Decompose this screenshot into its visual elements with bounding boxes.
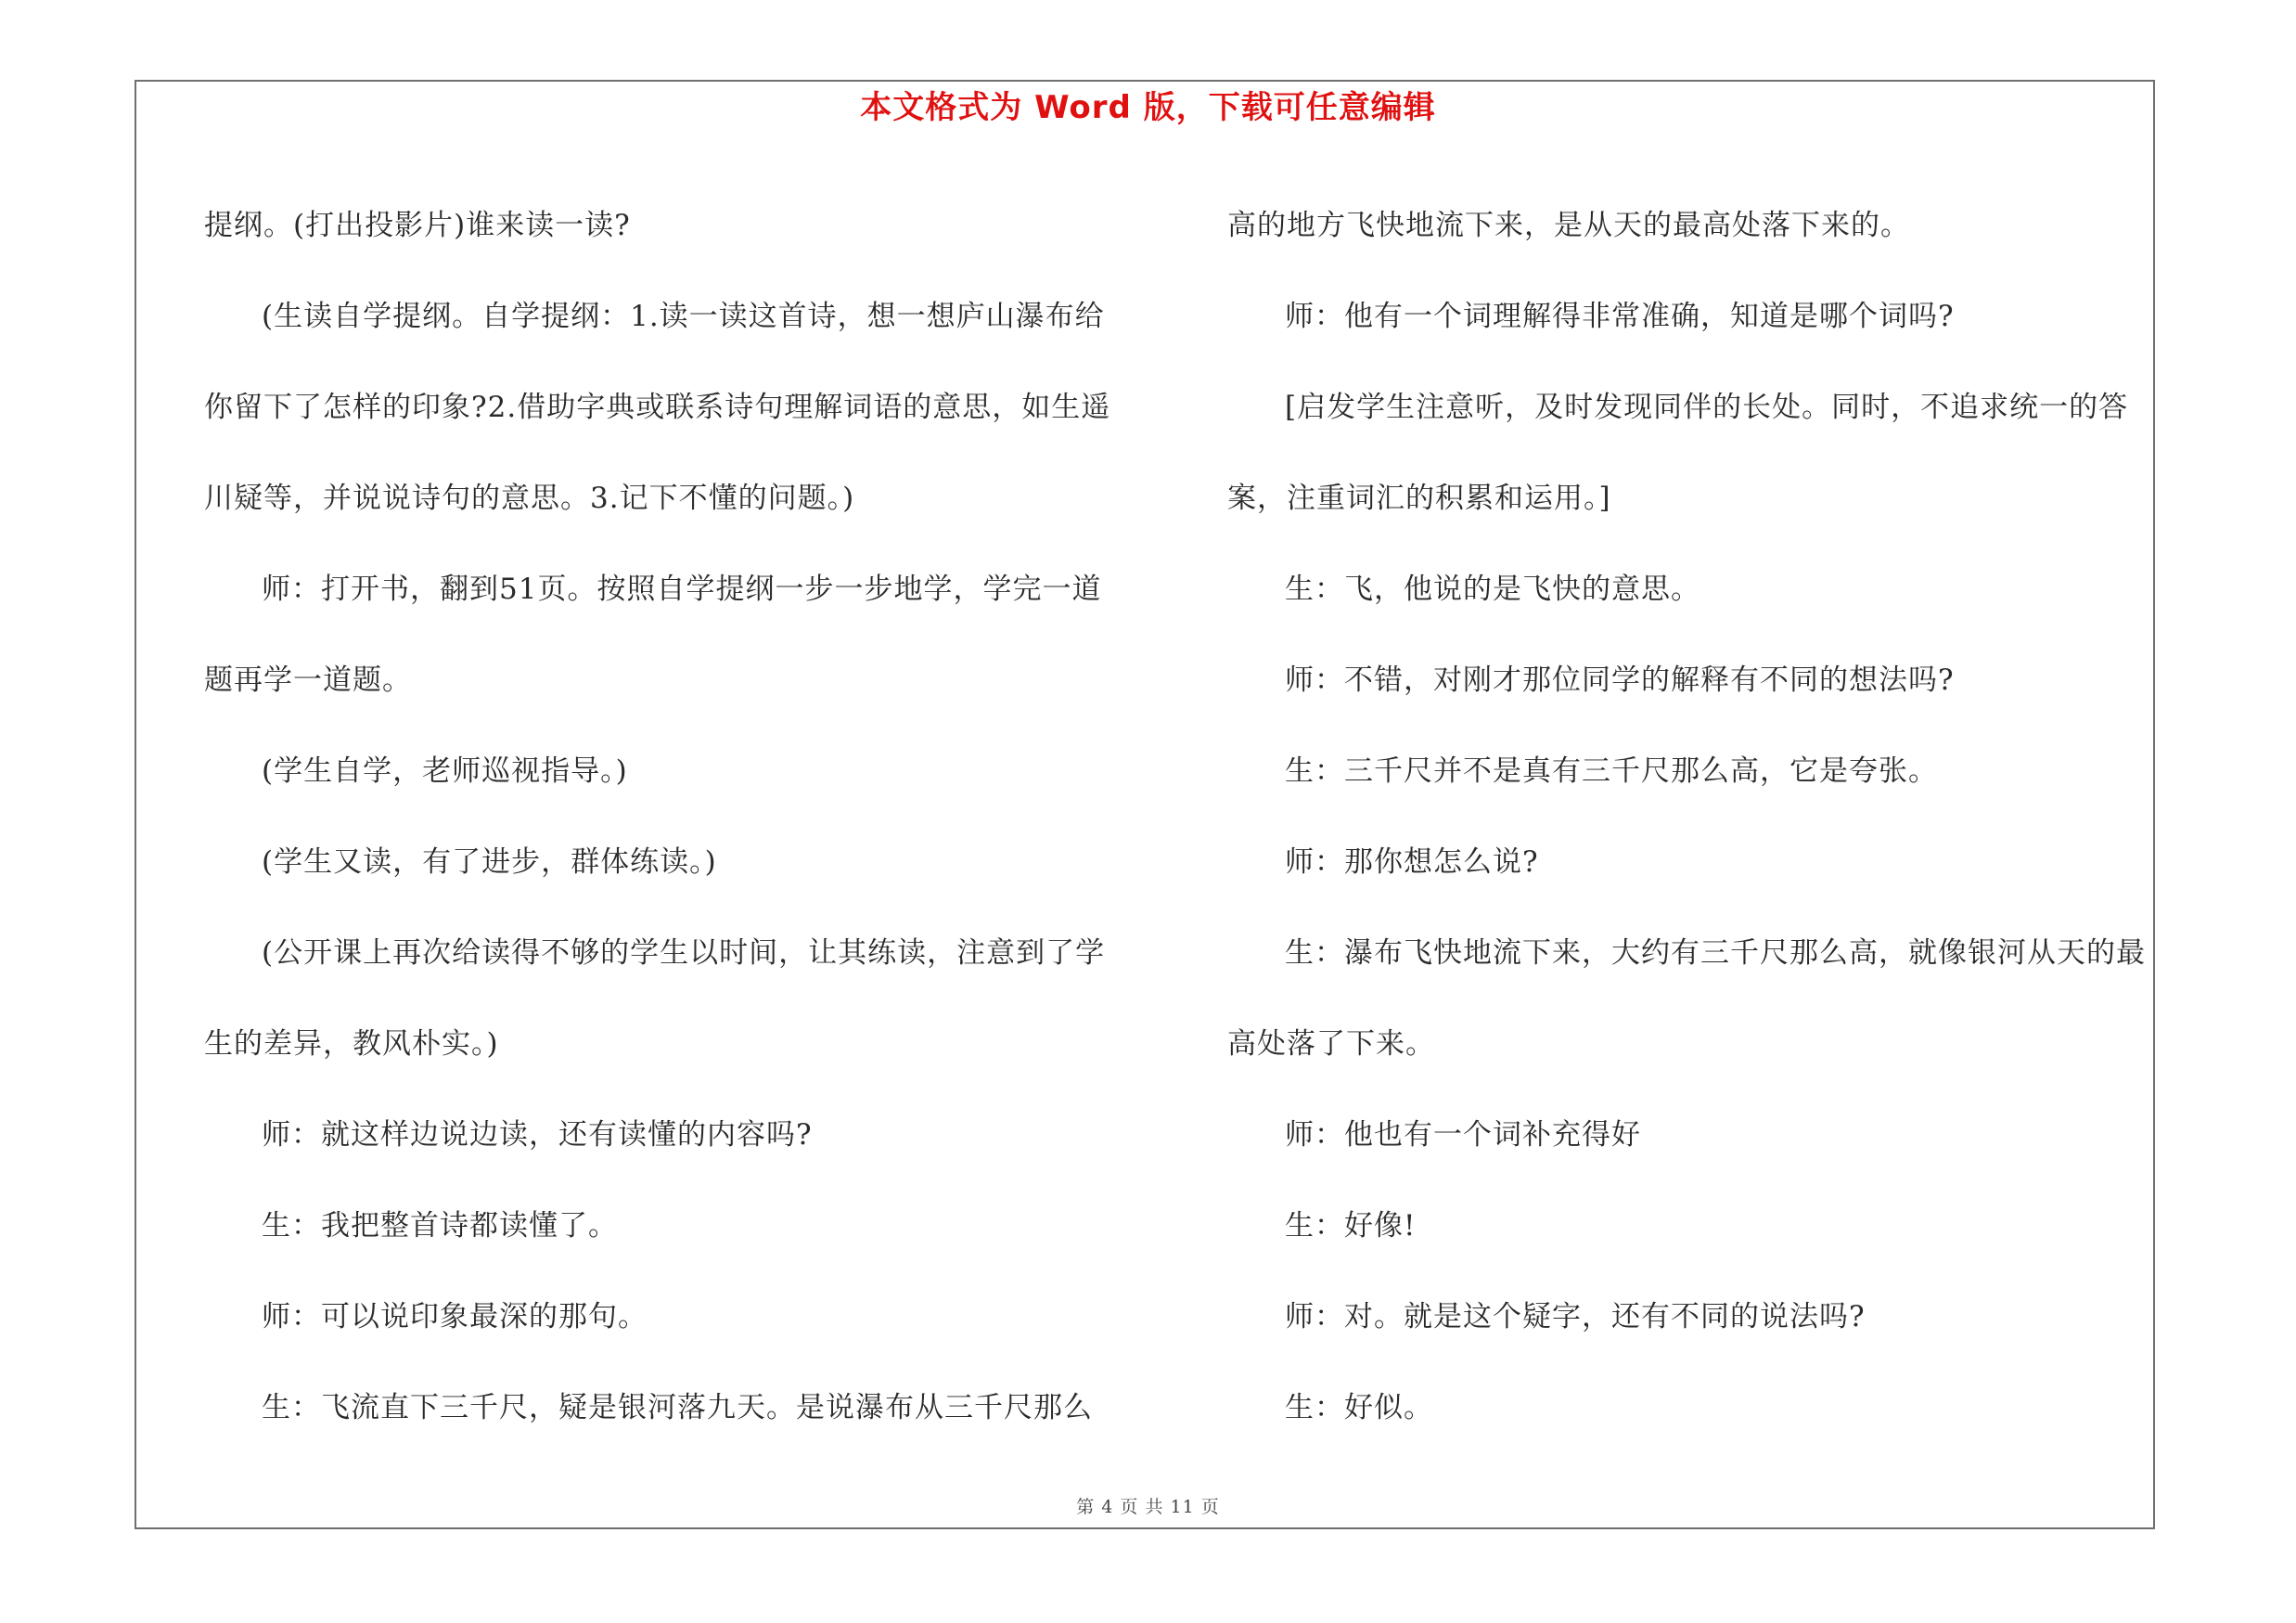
left-column: [204, 180, 1127, 1453]
paragraph: 生：三千尺并不是真有三千尺那么高，它是夸张。: [1285, 754, 1938, 788]
paragraph: 师：他也有一个词补充得好: [1285, 1118, 1641, 1152]
paragraph: 高的地方飞快地流下来，是从天的最高处落下来的。: [1227, 209, 1910, 242]
paragraph: 生：我把整首诗都读懂了。: [262, 1209, 618, 1243]
paragraph: (学生又读，有了进步，群体练读。): [262, 845, 717, 879]
right-column: [1227, 180, 2150, 1453]
word-format-banner: 本文格式为 Word 版，下载可任意编辑: [860, 89, 1436, 126]
paragraph: 师：打开书，翻到51页。按照自学提纲一步一步地学，学完一道题再学一道题。: [204, 573, 1102, 697]
paragraph: 生：好似。: [1285, 1391, 1433, 1424]
paragraph: 提纲。(打出投影片)谁来读一读?: [204, 209, 631, 242]
page-number: 第 4 页 共 11 页: [1076, 1497, 1220, 1517]
paragraph: 生：飞，他说的是飞快的意思。: [1285, 573, 1700, 606]
paragraph: (公开课上再次给读得不够的学生以时间，让其练读，注意到了学生的差异，教风朴实。): [204, 936, 1106, 1061]
paragraph: 生：飞流直下三千尺，疑是银河落九天。是说瀑布从三千尺那么: [262, 1391, 1093, 1424]
paragraph: (学生自学，老师巡视指导。): [262, 754, 628, 788]
paragraph: 师：那你想怎么说?: [1285, 845, 1539, 879]
paragraph: 师：可以说印象最深的那句。: [262, 1300, 648, 1333]
paragraph: (生读自学提纲。自学提纲：1.读一读这首诗，想一想庐山瀑布给你留下了怎样的印象?2.借助字典或联系诗句理解词语的意思，如生遥川疑等，并说说诗句的意思。3.记下不懂的问题。): [204, 300, 1111, 515]
paragraph: 师：他有一个词理解得非常准确，知道是哪个词吗?: [1285, 300, 1955, 333]
paragraph: 师：就这样边说边读，还有读懂的内容吗?: [262, 1118, 813, 1152]
paragraph: 师：对。就是这个疑字，还有不同的说法吗?: [1285, 1300, 1866, 1333]
paragraph: 生：瀑布飞快地流下来，大约有三千尺那么高，就像银河从天的最高处落了下来。: [1227, 936, 2146, 1061]
paragraph: [启发学生注意听，及时发现同伴的长处。同时，不追求统一的答案，注重词汇的积累和运用。]: [1227, 391, 2129, 515]
paragraph: 生：好像!: [1285, 1209, 1417, 1243]
paragraph: 师：不错，对刚才那位同学的解释有不同的想法吗?: [1285, 663, 1955, 697]
